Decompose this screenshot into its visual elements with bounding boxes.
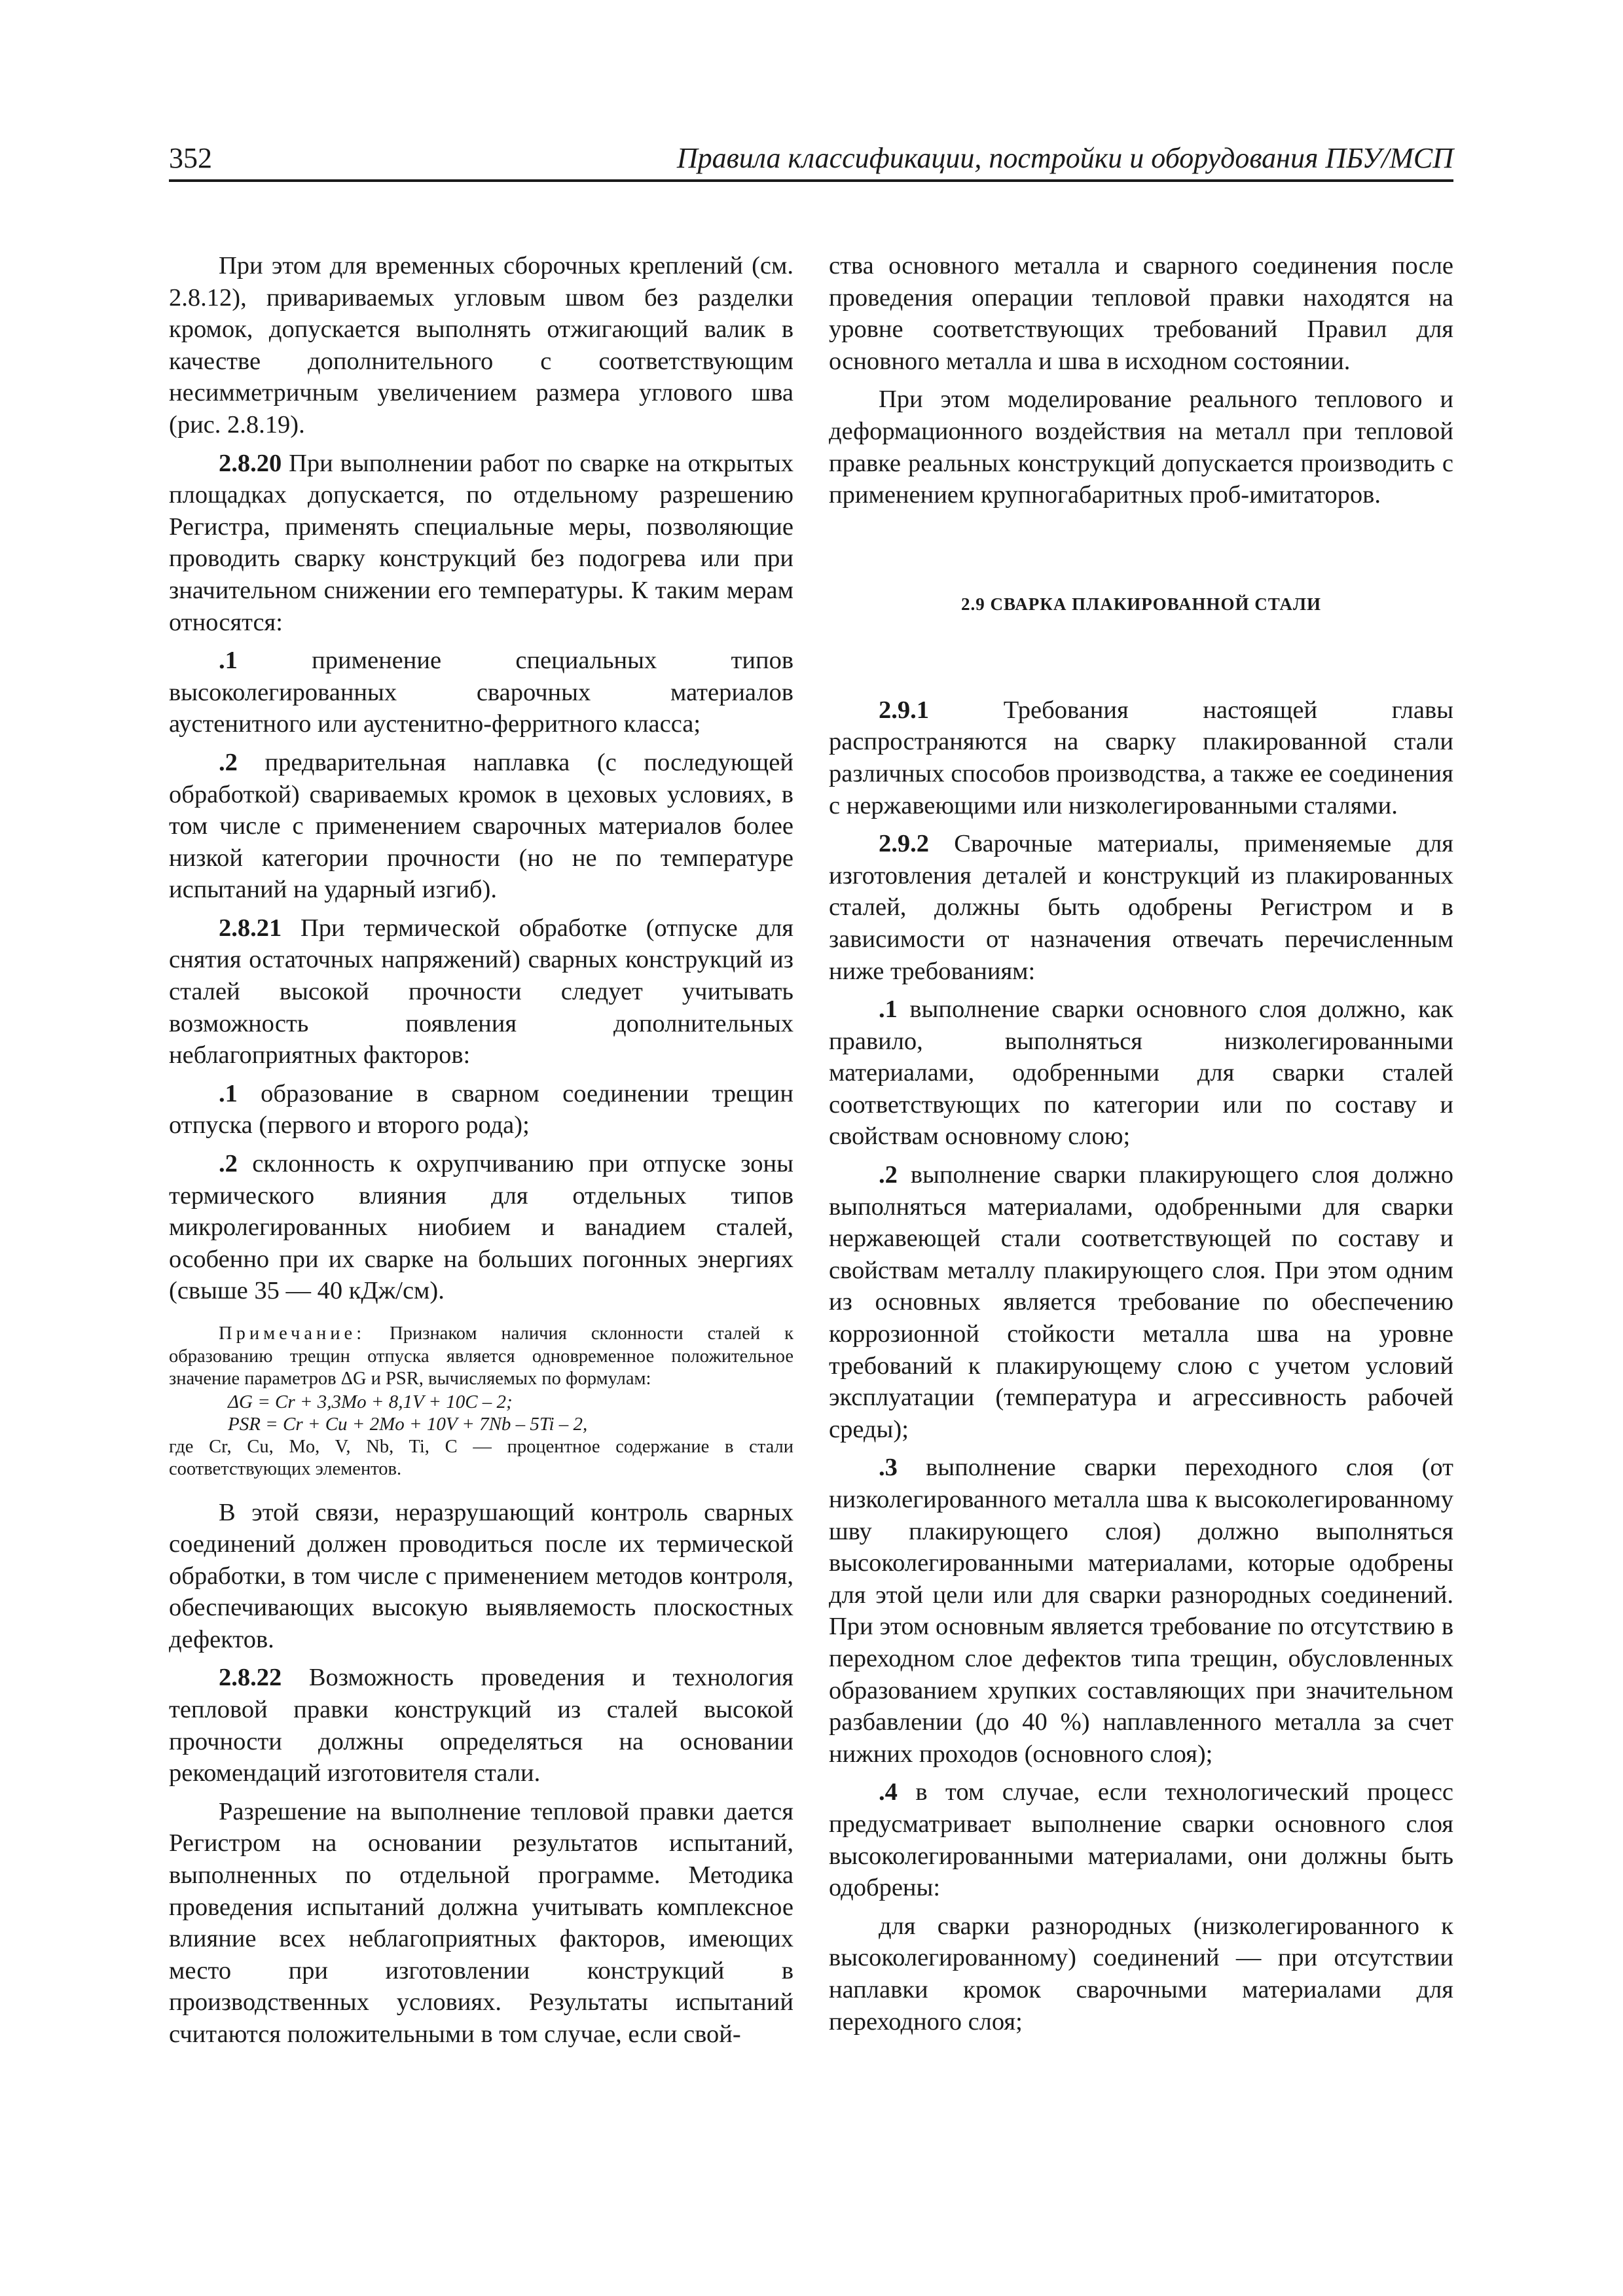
formula-psr: PSR = Cr + Cu + 2Mo + 10V + 7Nb – 5Ti – 2, <box>228 1414 588 1435</box>
paragraph-2-8-22 <box>169 1662 793 1789</box>
paragraph-text: При термической обработке (отпуске для снятия остаточных напряжений) сварных конструкций из сталей высокой прочности следует учитывать возможность появления дополнительных неблагоприятных факторов: <box>169 914 793 1069</box>
item-number: .1 <box>219 1079 238 1107</box>
page-header <box>169 139 1453 182</box>
item-number: .2 <box>879 1161 898 1189</box>
list-item <box>829 1452 1453 1770</box>
clause-number: 2.8.20 <box>219 449 282 477</box>
item-number: .4 <box>879 1778 898 1806</box>
paragraph-text: Возможность проведения и технология тепловой правки конструкций из сталей высокой прочности должны определяться на основании рекомендаций изготовителя стали. <box>169 1664 794 1787</box>
list-item <box>169 1148 793 1307</box>
clause-number: 2.8.22 <box>219 1664 282 1692</box>
list-item <box>829 1776 1453 1903</box>
note-tail: где Cr, Cu, Mo, V, Nb, Ti, C — процентное содержание в стали соответствующих элементов. <box>169 1436 793 1479</box>
paragraph-2-8-21 <box>169 912 793 1071</box>
paragraph: При этом для временных сборочных креплений (см. 2.8.12), привариваемых угловым швом без разделки кромок, допускается выполнять отжигающий валик в качестве дополнительного с соответствующим несимметричным увеличением размера углового шва (рис. 2.8.19). <box>169 252 793 439</box>
item-text: выполнение сварки переходного слоя (от низколегированного металла шва к высоколегированному шву плакирующего слоя) должно выполняться высоколегированными материалами, которые одобрены для этой цели или для сварки разнородных соединений. При этом основным является требование по отсутствию в переходном слое дефектов типа трещин, обусловленных образованием хрупких составляющих при значительном разбавлении (до 40 %) наплавленного металла за счет нижних проходов (основного слоя); <box>829 1454 1453 1768</box>
paragraph-text: Сварочные материалы, применяемые для изготовления деталей и конструкций из плакированных сталей, должны быть одобрены Регистром и в зависимости от назначения отвечать перечисленным ниже требованиям: <box>829 830 1454 985</box>
item-text: выполнение сварки основного слоя должно, как правило, выполняться низколегированными материалами, одобренными для сварки сталей соответствующих по категории или по составу и свойствам основному слою; <box>829 996 1453 1151</box>
formula-delta-g: ΔG = Cr + 3,3Mo + 8,1V + 10C – 2; <box>228 1391 513 1412</box>
item-number: .2 <box>219 1150 238 1178</box>
item-text: применение специальных типов высоколегированных сварочных материалов аустенитного или аустенитно-ферритного класса; <box>169 647 794 738</box>
item-number: .1 <box>879 996 898 1024</box>
note-body: Признаком наличия склонности сталей к образованию трещин отпуска является одновременное положительное значение параметров ΔG и PSR, вычисляемых по формулам: <box>169 1323 793 1389</box>
paragraph: При этом моделирование реального теплового и деформационного воздействия на металл при тепловой правке реальных конструкций допускается производить с применением крупногабаритных проб-имитаторов. <box>829 386 1453 509</box>
list-item <box>829 1159 1453 1445</box>
paragraph-continued: ства основного металла и сварного соединения после проведения операции тепловой правки находятся на уровне соответствующих требований Правил для основного металла и шва в исходном состоянии. <box>829 252 1453 375</box>
note-label: Примечание: <box>219 1323 366 1344</box>
paragraph: для сварки разнородных (низколегированного к высоколегированному) соединений — при отсутствии наплавки кромок сварочными материалами для переходного слоя; <box>829 1912 1453 2036</box>
page-number: 352 <box>169 142 212 174</box>
item-number: .3 <box>879 1454 898 1482</box>
clause-number: 2.9.1 <box>879 696 929 724</box>
paragraph: Разрешение на выполнение тепловой правки дается Регистром на основании результатов испытаний, выполненных по отдельной программе. Методика проведения испытаний должна учитывать комплексное влияние всех неблагоприятных факторов, имеющих место при изготовлении конструкций в производственных условиях. Результаты испытаний считаются положительными в том случае, если свой- <box>169 1797 793 2048</box>
item-number: .2 <box>219 748 238 776</box>
running-title: Правила классификации, постройки и оборудования ПБУ/МСП <box>676 142 1453 174</box>
item-text: образование в сварном соединении трещин отпуска (первого и второго рода); <box>169 1079 793 1139</box>
paragraph-2-9-1 <box>829 694 1453 821</box>
note-text <box>169 1323 793 1391</box>
paragraph: В этой связи, неразрушающий контроль сварных соединений должен проводиться после их термической обработки, в том числе с применением методов контроля, обеспечивающих высокую выявляемость плоскостных дефектов. <box>169 1498 793 1653</box>
paragraph-text: Требования настоящей главы распространяются на сварку плакированной стали различных способов производства, а также ее соединения с нержавеющими или низколегированными сталями. <box>829 696 1453 819</box>
list-item <box>169 1078 793 1141</box>
section-title: 2.9 СВАРКА ПЛАКИРОВАННОЙ СТАЛИ <box>960 594 1321 614</box>
item-number: .1 <box>219 647 238 675</box>
right-column <box>829 250 1453 2044</box>
paragraph-2-8-20 <box>169 448 793 639</box>
paragraph-text: При выполнении работ по сварке на открытых площадках допускается, по отдельному разрешению Регистра, применять специальные меры, позволяющие проводить сварку конструкций без подогрева или при значительном снижении его температуры. К таким мерам относятся: <box>169 449 793 636</box>
note-block <box>169 1323 793 1481</box>
clause-number: 2.8.21 <box>219 914 282 942</box>
left-column <box>169 250 793 2057</box>
item-text: в том случае, если технологический процесс предусматривает выполнение сварки основного слоя высоколегированными материалами, они должны быть одобрены: <box>829 1778 1453 1902</box>
paragraph-2-9-2 <box>829 828 1453 987</box>
item-text: склонность к охрупчиванию при отпуске зоны термического влияния для отдельных типов микролегированных ниобием и ванадием сталей, особенно при их сварке на больших погонных энергиях (свыше 35 — 40 кДж/см). <box>169 1150 794 1305</box>
item-text: предварительная наплавка (с последующей обработкой) свариваемых кромок в цеховых условиях, в том числе с применением сварочных материалов более низкой категории прочности (но не по температуре испытаний на ударный изгиб). <box>169 748 793 904</box>
list-item <box>169 645 793 740</box>
list-item <box>169 747 793 906</box>
list-item <box>829 994 1453 1153</box>
item-text: выполнение сварки плакирующего слоя должно выполняться материалами, одобренными для сварки нержавеющей стали соответствующей по составу и свойствам металлу плакирующего слоя. При этом одним из основных является требование по обеспечению коррозионной стойкости металла шва на уровне требований к плакирующему слою с учетом условий эксплуатации (температура и агрессивность рабочей среды); <box>829 1161 1453 1443</box>
clause-number: 2.9.2 <box>879 830 929 858</box>
